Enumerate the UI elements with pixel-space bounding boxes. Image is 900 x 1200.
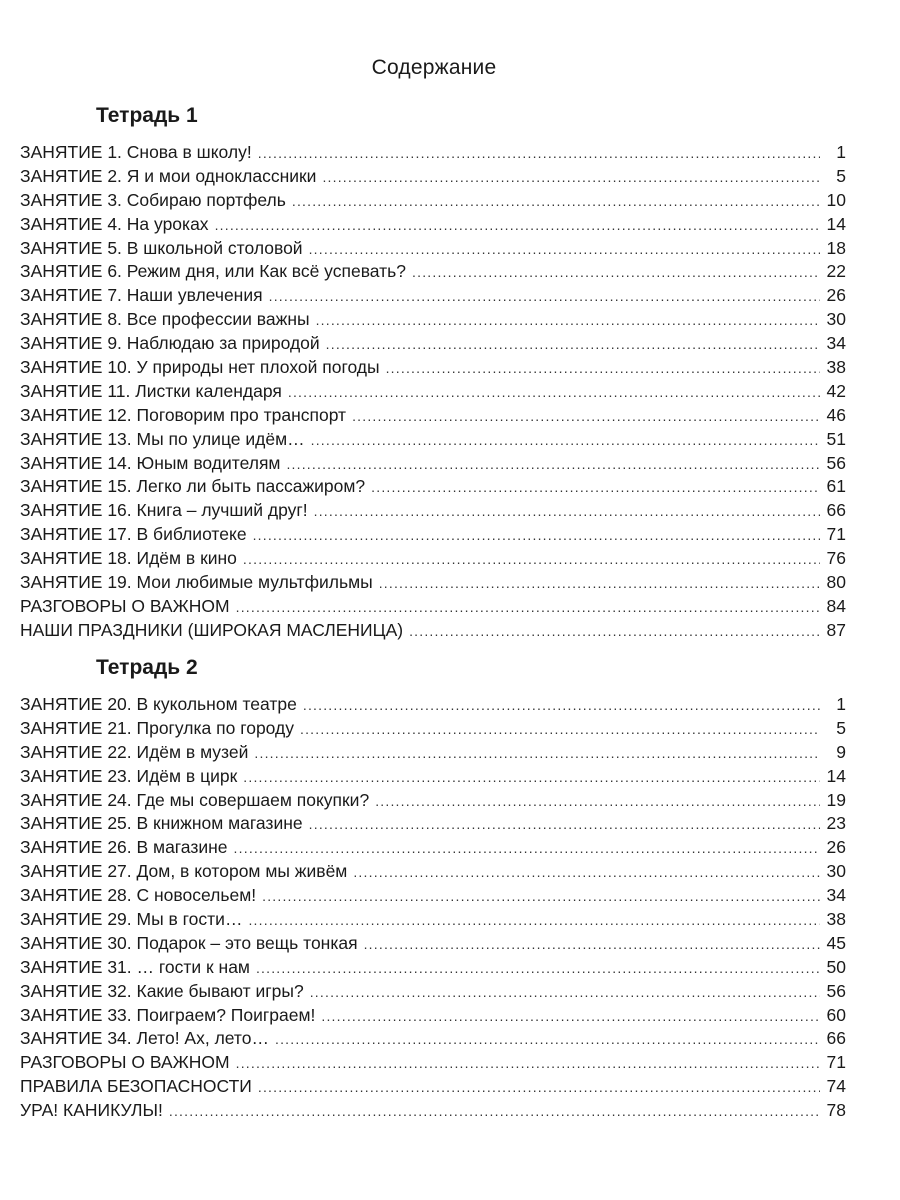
toc-entry-page-number: 71 [826,524,846,545]
toc-entry-page-number: 56 [826,452,846,473]
toc-entry [20,836,846,860]
toc-entry [20,308,846,332]
toc-entry-title: ЗАНЯТИЕ 10. У природы нет плохой погоды [20,357,380,378]
toc-entry [20,741,846,765]
toc-entry-title: ЗАНЯТИЕ 22. Идём в музей [20,741,249,762]
toc-entry-page-number: 84 [826,595,846,616]
toc-entry [20,141,846,165]
toc-entry-title: ЗАНЯТИЕ 4. На уроках [20,213,209,234]
toc-entry-title: ЗАНЯТИЕ 12. Поговорим про транспорт [20,404,347,425]
dot-leader [236,1052,820,1076]
toc-entry-title: ЗАНЯТИЕ 17. В библиотеке [20,524,247,545]
toc-entry-title: ЗАНЯТИЕ 13. Мы по улице идём… [20,428,305,449]
toc-entry-title: РАЗГОВОРЫ О ВАЖНОМ [20,595,230,616]
dot-leader [379,572,820,596]
dot-leader [215,214,820,238]
dot-leader [326,333,820,357]
dot-leader [409,620,820,644]
toc-entry-page-number: 51 [826,428,846,449]
toc-entry-page-number: 19 [826,789,846,810]
toc-entry [20,547,846,571]
toc-entry-page-number: 87 [826,619,846,640]
toc-entry [20,1051,846,1075]
dot-leader [236,596,820,620]
toc-entry [20,356,846,380]
dot-leader [243,548,820,572]
page-title: Содержание [371,56,497,79]
dot-leader [258,1076,820,1100]
toc-entry-title: ЗАНЯТИЕ 8. Все профессии важны [20,309,310,330]
dot-leader [309,813,820,837]
toc-entry-title: ЗАНЯТИЕ 34. Лето! Ах, лето… [20,1028,269,1049]
toc-list-notebook-2 [20,693,846,1123]
dot-leader [254,742,820,766]
dot-leader [309,238,820,262]
toc-entry [20,932,846,956]
toc-entry-title: ЗАНЯТИЕ 31. … гости к нам [20,956,250,977]
toc-entry-page-number: 1 [836,142,846,162]
toc-entry-title: ЗАНЯТИЕ 28. С новосельем! [20,885,257,906]
toc-entry-title: ПРАВИЛА БЕЗОПАСНОСТИ [20,1076,252,1097]
toc-entry [20,380,846,404]
section-title-notebook-1: Тетрадь 1 [96,104,198,127]
toc-entry-page-number: 34 [826,333,846,354]
toc-entry-page-number: 18 [826,237,846,258]
dot-leader [316,309,820,333]
toc-entry-title: ЗАНЯТИЕ 20. В кукольном театре [20,694,297,714]
toc-entry-page-number: 26 [826,837,846,858]
toc-entry-page-number: 50 [826,956,846,977]
toc-entry-title: ЗАНЯТИЕ 33. Поиграем? Поиграем! [20,1004,316,1025]
toc-entry-title: ЗАНЯТИЕ 14. Юным водителям [20,452,281,473]
dot-leader [314,500,820,524]
toc-entry-page-number: 10 [826,189,846,210]
toc-entry-page-number: 78 [826,1100,846,1121]
toc-entry-page-number: 38 [826,357,846,378]
toc-entry [20,571,846,595]
toc-entry-title: ЗАНЯТИЕ 3. Собираю портфель [20,189,286,210]
toc-entry-title: ЗАНЯТИЕ 6. Режим дня, или Как всё успевать? [20,261,407,282]
dot-leader [288,381,820,405]
dot-leader [292,190,820,214]
toc-entry [20,812,846,836]
toc-entry-page-number: 34 [826,885,846,906]
toc-entry-title: ЗАНЯТИЕ 11. Листки календаря [20,380,282,401]
toc-entry [20,428,846,452]
toc-entry-page-number: 30 [826,309,846,330]
toc-entry [20,908,846,932]
toc-entry-title: ЗАНЯТИЕ 27. Дом, в котором мы живём [20,861,348,882]
toc-entry-title: ЗАНЯТИЕ 5. В школьной столовой [20,237,303,258]
dot-leader [310,981,820,1005]
toc-list-notebook-1 [20,141,846,643]
dot-leader [371,476,820,500]
toc-entry-title: ЗАНЯТИЕ 19. Мои любимые мультфильмы [20,572,373,593]
toc-entry [20,765,846,789]
dot-leader [353,861,820,885]
toc-entry-page-number: 76 [826,548,846,569]
toc-entry [20,499,846,523]
toc-entry-title: ЗАНЯТИЕ 15. Легко ли быть пассажиром? [20,476,366,497]
toc-entry-title: ЗАНЯТИЕ 25. В книжном магазине [20,813,303,834]
toc-entry-page-number: 71 [826,1052,846,1073]
toc-entry-title: ЗАНЯТИЕ 9. Наблюдаю за природой [20,333,320,354]
toc-entry-page-number: 14 [826,765,846,786]
dot-leader [286,453,820,477]
toc-entry [20,619,846,643]
dot-leader [352,405,820,429]
dot-leader [253,524,820,548]
dot-leader [322,166,820,190]
dot-leader [262,885,820,909]
toc-entry [20,332,846,356]
toc-entry [20,260,846,284]
toc-entry-page-number: 9 [836,741,846,762]
dot-leader [375,790,820,814]
toc-entry-page-number: 14 [826,213,846,234]
toc-entry [20,1099,846,1123]
toc-entry [20,956,846,980]
toc-entry-page-number: 22 [826,261,846,282]
dot-leader [258,142,820,166]
dot-leader [321,1005,820,1029]
toc-entry [20,884,846,908]
toc-entry [20,523,846,547]
toc-entry-title: ЗАНЯТИЕ 2. Я и мои одноклассники [20,165,317,186]
toc-entry-page-number: 1 [836,694,846,714]
toc-entry-page-number: 5 [836,165,846,186]
toc-entry-title: ЗАНЯТИЕ 7. Наши увлечения [20,285,263,306]
toc-entry-page-number: 66 [826,500,846,521]
toc-entry [20,404,846,428]
toc-entry [20,1075,846,1099]
toc-entry-title: ЗАНЯТИЕ 21. Прогулка по городу [20,717,294,738]
toc-entry-title: ЗАНЯТИЕ 26. В магазине [20,837,228,858]
dot-leader [300,718,820,742]
dot-leader [169,1100,820,1124]
toc-entry [20,237,846,261]
toc-entry-page-number: 74 [826,1076,846,1097]
toc-entry-title: ЗАНЯТИЕ 29. Мы в гости… [20,909,243,930]
toc-entry [20,789,846,813]
dot-leader [311,429,820,453]
toc-entry [20,1004,846,1028]
toc-entry-page-number: 60 [826,1004,846,1025]
toc-entry [20,717,846,741]
toc-entry [20,693,846,717]
toc-entry-title: ЗАНЯТИЕ 23. Идём в цирк [20,765,238,786]
toc-entry-page-number: 26 [826,285,846,306]
dot-leader [248,909,820,933]
dot-leader [256,957,820,981]
toc-entry-title: ЗАНЯТИЕ 24. Где мы совершаем покупки? [20,789,370,810]
toc-entry-title: УРА! КАНИКУЛЫ! [20,1100,163,1121]
toc-entry [20,475,846,499]
toc-entry [20,284,846,308]
dot-leader [275,1028,820,1052]
toc-entry-page-number: 46 [826,404,846,425]
toc-entry [20,213,846,237]
dot-leader [269,285,820,309]
toc-entry-page-number: 23 [826,813,846,834]
toc-entry-page-number: 56 [826,980,846,1001]
toc-entry-page-number: 5 [836,717,846,738]
section-title-notebook-2: Тетрадь 2 [96,656,198,679]
dot-leader [234,837,820,861]
toc-entry-title: ЗАНЯТИЕ 30. Подарок – это вещь тонкая [20,932,358,953]
toc-entry-page-number: 66 [826,1028,846,1049]
toc-entry [20,1027,846,1051]
toc-entry-title: ЗАНЯТИЕ 32. Какие бывают игры? [20,980,304,1001]
toc-entry-title: ЗАНЯТИЕ 18. Идём в кино [20,548,237,569]
toc-entry-title: ЗАНЯТИЕ 1. Снова в школу! [20,142,252,162]
dot-leader [303,694,820,718]
toc-entry-page-number: 42 [826,380,846,401]
toc-entry [20,189,846,213]
toc-entry [20,980,846,1004]
toc-entry-page-number: 80 [826,572,846,593]
toc-entry-page-number: 38 [826,909,846,930]
toc-entry-title: НАШИ ПРАЗДНИКИ (ШИРОКАЯ МАСЛЕНИЦА) [20,619,404,640]
toc-entry [20,860,846,884]
dot-leader [386,357,820,381]
dot-leader [243,766,820,790]
toc-entry-page-number: 61 [826,476,846,497]
toc-entry-page-number: 30 [826,861,846,882]
toc-entry-title: РАЗГОВОРЫ О ВАЖНОМ [20,1052,230,1073]
toc-entry-page-number: 45 [826,932,846,953]
toc-entry [20,165,846,189]
dot-leader [412,261,820,285]
dot-leader [364,933,820,957]
toc-entry [20,452,846,476]
toc-entry [20,595,846,619]
toc-entry-title: ЗАНЯТИЕ 16. Книга – лучший друг! [20,500,308,521]
